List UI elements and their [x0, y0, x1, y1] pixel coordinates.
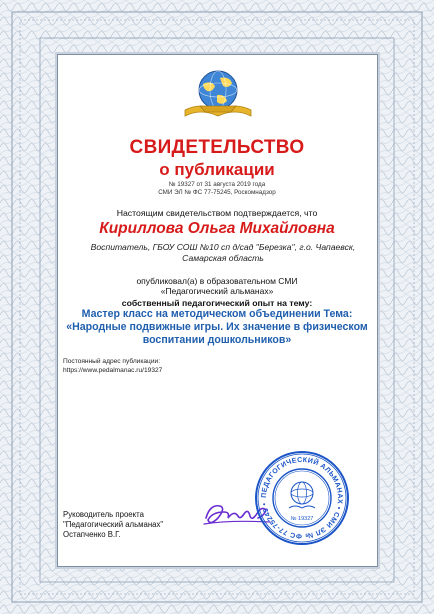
author-name: Кириллова Ольга Михайловна — [99, 220, 335, 237]
experience-line: собственный педагогический опыт на тему: — [121, 298, 313, 308]
address-label: Постоянный адрес публикации: — [63, 358, 161, 365]
address-url[interactable]: https://www.pedalmanac.ru/19327 — [63, 367, 163, 374]
author-position: Воспитатель, ГБОУ СОШ №10 сп д/сад "Березка", г.о. Чапаевск, Самарская область — [90, 242, 356, 263]
round-seal-stamp-icon — [254, 450, 350, 546]
stamp-ring-text: ПЕДАГОГИЧЕСКИЙ АЛЬМАНАХ • СМИ ЭЛ № ФС 77-75245 • — [260, 456, 344, 540]
signer-name: Остапченко В.Г. — [63, 530, 121, 539]
published-line: опубликовал(а) в образовательном СМИ — [136, 276, 298, 286]
stamp-center-text: № 19327 — [290, 516, 314, 522]
certificate-subtitle: о публикации — [159, 160, 275, 179]
certificate-title: СВИДЕТЕЛЬСТВО — [129, 137, 305, 158]
media-registration-line: СМИ ЭЛ № ФС 77-75245, Роскомнадзор — [158, 189, 276, 196]
publication-topic: Мастер класс на методическом объединении Тема: «Народные подвижные игры. Их значение в физическом воспитании дошкольников» — [66, 308, 368, 346]
publication-address — [63, 357, 162, 375]
signer-role: Руководитель проекта — [63, 510, 144, 519]
signer-block — [63, 510, 163, 540]
globe-with-open-book-icon — [173, 64, 263, 124]
publication-statement — [0, 276, 434, 296]
registration-line: № 19327 от 31 августа 2019 года — [168, 181, 266, 188]
confirmation-text: Настоящим свидетельством подтверждается, что — [116, 208, 318, 218]
media-name: «Педагогический альманах» — [160, 286, 274, 296]
signer-project: "Педагогический альманах" — [63, 520, 164, 529]
